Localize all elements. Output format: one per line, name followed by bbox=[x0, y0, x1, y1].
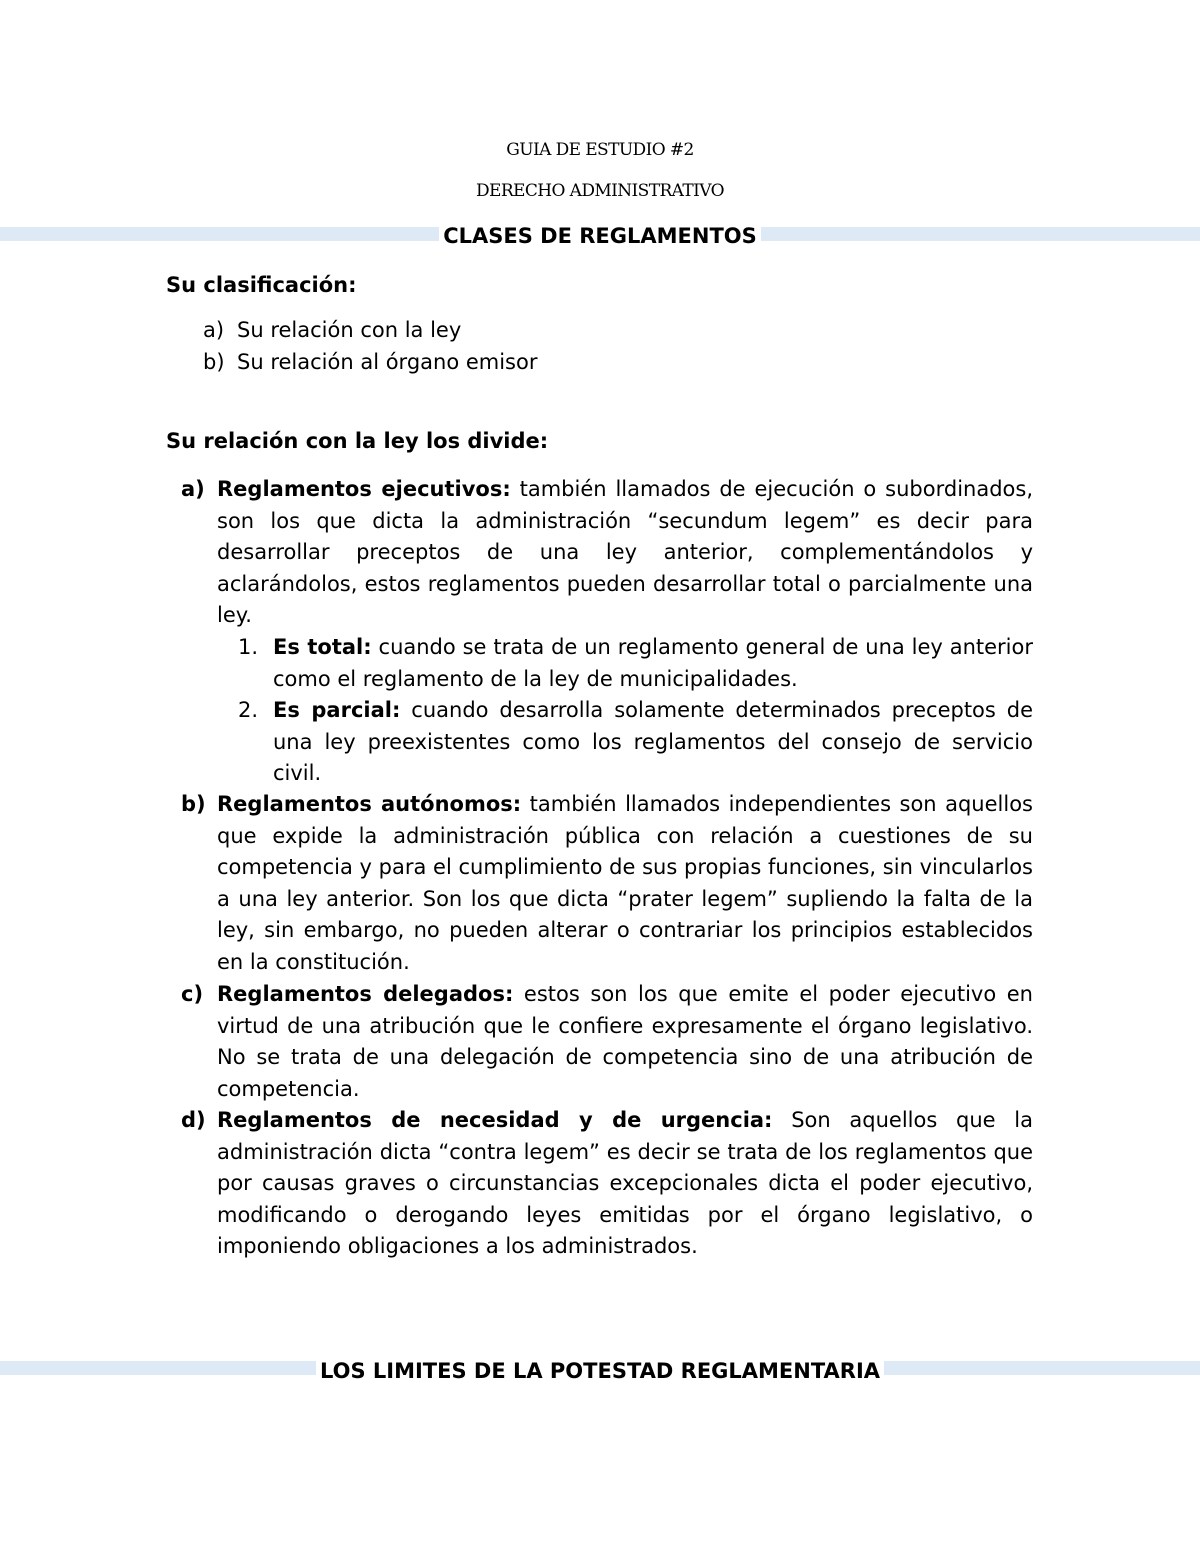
sublist-item bbox=[273, 632, 1033, 695]
section-title bbox=[0, 224, 1200, 248]
section-title bbox=[0, 1359, 1200, 1383]
list-item: Su relación al órgano emisor bbox=[237, 350, 538, 374]
sublist-marker: 2. bbox=[238, 698, 259, 722]
sublist-item-term: Es total: bbox=[273, 635, 372, 659]
list-item-text: también llamados de ejecución o subordinados, son los que dicta la administración “secundum legem” es decir para desarrollar preceptos de una ley anterior, complementándolos y aclarándolos, estos reglamentos pueden desarrollar total o parcialmente una ley. bbox=[217, 477, 1034, 628]
document-header-line1: GUIA DE ESTUDIO #2 bbox=[506, 140, 694, 160]
list-marker: d) bbox=[181, 1108, 206, 1132]
list-item-text: Son aquellos que la administración dicta “contra legem” es decir se trata de los reglamentos que por causas graves o circunstancias excepcionales dicta el poder ejecutivo, modificando o derogando leyes emitidas por el órgano legislativo, o imponiendo obligaciones a los administrados. bbox=[217, 1108, 1034, 1259]
list-marker: b) bbox=[181, 792, 206, 816]
document-header-line2: DERECHO ADMINISTRATIVO bbox=[476, 181, 724, 201]
list-marker: b) bbox=[203, 350, 225, 374]
list-item bbox=[217, 979, 1033, 1105]
list-item: Su relación con la ley bbox=[237, 318, 462, 342]
list-item bbox=[217, 789, 1033, 979]
list-item bbox=[217, 474, 1033, 632]
classification-heading: Su clasificación: bbox=[166, 273, 357, 297]
sublist-item-term: Es parcial: bbox=[273, 698, 401, 722]
list-item bbox=[217, 1105, 1033, 1263]
list-item-term: Reglamentos autónomos: bbox=[217, 792, 522, 816]
list-item-term: Reglamentos delegados: bbox=[217, 982, 514, 1006]
sublist-marker: 1. bbox=[238, 635, 259, 659]
divide-heading: Su relación con la ley los divide: bbox=[166, 429, 549, 453]
sublist-item-text: cuando se trata de un reglamento general de una ley anterior como el reglamento de la ley de municipalidades. bbox=[273, 635, 1033, 691]
list-item-term: Reglamentos ejecutivos: bbox=[217, 477, 511, 501]
list-item-term: Reglamentos de necesidad y de urgencia: bbox=[217, 1108, 773, 1132]
sublist-item bbox=[273, 695, 1033, 790]
list-marker: a) bbox=[203, 318, 225, 342]
list-marker: a) bbox=[181, 477, 205, 501]
list-item-text: estos son los que emite el poder ejecutivo en virtud de una atribución que le confiere expresamente el órgano legislativo. No se trata de una delegación de competencia sino de una atribución de competencia. bbox=[217, 982, 1033, 1101]
section-title-text: LOS LIMITES DE LA POTESTAD REGLAMENTARIA bbox=[316, 1359, 884, 1383]
sublist-item-text: cuando desarrolla solamente determinados preceptos de una ley preexistentes como los reglamentos del consejo de servicio civil. bbox=[273, 698, 1033, 786]
list-marker: c) bbox=[181, 982, 204, 1006]
list-item-text: también llamados independientes son aquellos que expide la administración pública con relación a cuestiones de su competencia y para el cumplimiento de sus propias funciones, sin vincularlos a una ley anterior. Son los que dicta “prater legem” supliendo la falta de la ley, sin embargo, no pueden alterar o contrariar los principios establecidos en la constitución. bbox=[217, 792, 1033, 974]
section-title-text: CLASES DE REGLAMENTOS bbox=[439, 224, 761, 248]
